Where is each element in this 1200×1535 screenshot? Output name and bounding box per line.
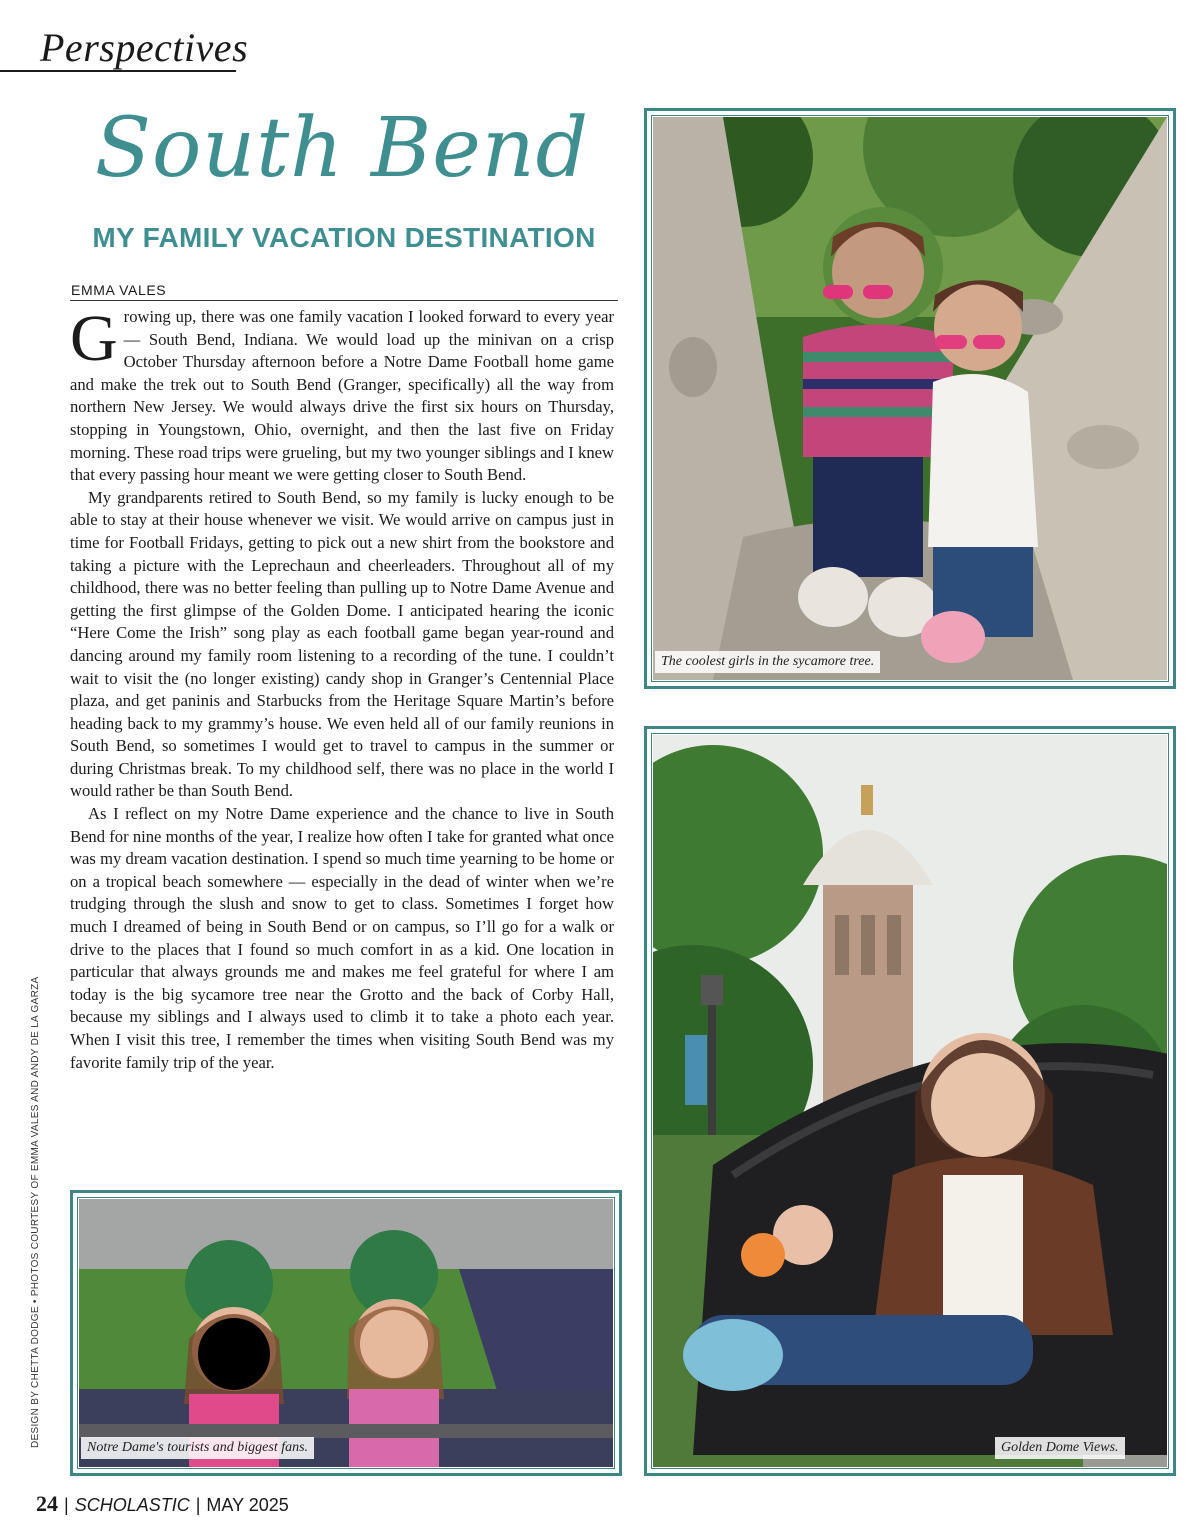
paragraph-1 xyxy=(70,302,614,487)
photo-credit: DESIGN BY CHETTA DODGE • PHOTOS COURTESY OF EMMA VALES AND ANDY DE LA GARZA xyxy=(30,976,41,1448)
sycamore-tree-photo xyxy=(644,108,1176,689)
golden-dome-illustration xyxy=(653,735,1167,1467)
drop-cap: G xyxy=(70,302,118,375)
dome-photo-caption: Golden Dome Views. xyxy=(995,1437,1125,1459)
tree-photo-caption: The coolest girls in the sycamore tree. xyxy=(655,651,880,673)
paragraph-2: My grandparents retired to South Bend, so my family is lucky enough to be able to stay at their house whenever we visit. We would arrive on campus just in time for Football Fridays, getting to pick out a new shirt from the bookstore and taking a picture with the Leprechaun and cheerleaders. Throughout all of my childhood, there was no better feeling than pulling up to Notre Dame Avenue and getting the first glimpse of the Golden Dome. I anticipated hearing the iconic “Here Come the Irish” song play as each football game began year-round and dancing around my family room listening to a recording of the tune. I couldn’t wait to visit the (no longer existing) candy shop in Granger’s Centennial Place plaza, and get paninis and Starbucks from the Heritage Square Martin’s before heading back to my grammy’s house. We even held all of our family reunions in South Bend, so sometimes I would get to travel to campus in the summer or during Christmas break. To my childhood self, there was no place in the world I would rather be than South Bend. xyxy=(70,487,614,801)
football-fans-illustration xyxy=(79,1199,613,1467)
byline-rule xyxy=(70,300,618,301)
section-label: Perspectives xyxy=(40,25,249,70)
author-byline: EMMA VALES xyxy=(71,282,167,298)
page-footer: 24 | SCHOLASTIC | MAY 2025 xyxy=(36,1491,289,1516)
article-subtitle: MY FAMILY VACATION DESTINATION xyxy=(92,222,596,253)
article-body xyxy=(70,302,614,1074)
fans-photo-caption: Notre Dame's tourists and biggest fans. xyxy=(81,1437,314,1459)
article-title: South Bend xyxy=(94,101,590,196)
issue-date: MAY 2025 xyxy=(206,1495,289,1515)
football-fans-photo xyxy=(70,1190,622,1476)
publication-name: SCHOLASTIC xyxy=(74,1495,190,1515)
page-number: 24 xyxy=(36,1491,58,1516)
paragraph-1-text: rowing up, there was one family vacation I looked forward to every year — South Bend, Indiana. We would load up the minivan on a crisp October Thursday afternoon before a Notre Dame Football home game and make the trek out to South Bend (Granger, specifically) all the way from northern New Jersey. We would always drive the first six hours on Thursday, stopping in Youngstown, Ohio, overnight, and then the last five on Friday morning. These road trips were grueling, but my two younger siblings and I knew that every passing hour meant we were getting closer to South Bend. xyxy=(70,307,614,485)
paragraph-3: As I reflect on my Notre Dame experience and the chance to live in South Bend for nine months of the year, I realize how often I take for granted what once was my dream vacation destination. I spend so much time yearning to be home or on a tropical beach somewhere — especially in the dead of winter when we’re trudging through the slush and snow to get to class. Sometimes I forget how much I dreamed of being in South Bend or on campus, so I’ll go for a walk or drive to the places that I found so much comfort in as a kid. One location in particular that always grounds me and makes me feel grateful for where I am today is the big sycamore tree near the Grotto and the back of Corby Hall, because my siblings and I always used to climb it to take a photo each year. When I visit this tree, I remember the times when visiting South Bend was my favorite family trip of the year. xyxy=(70,804,614,1072)
golden-dome-photo xyxy=(644,726,1176,1476)
sycamore-tree-illustration xyxy=(653,117,1167,680)
section-rule xyxy=(0,70,236,72)
